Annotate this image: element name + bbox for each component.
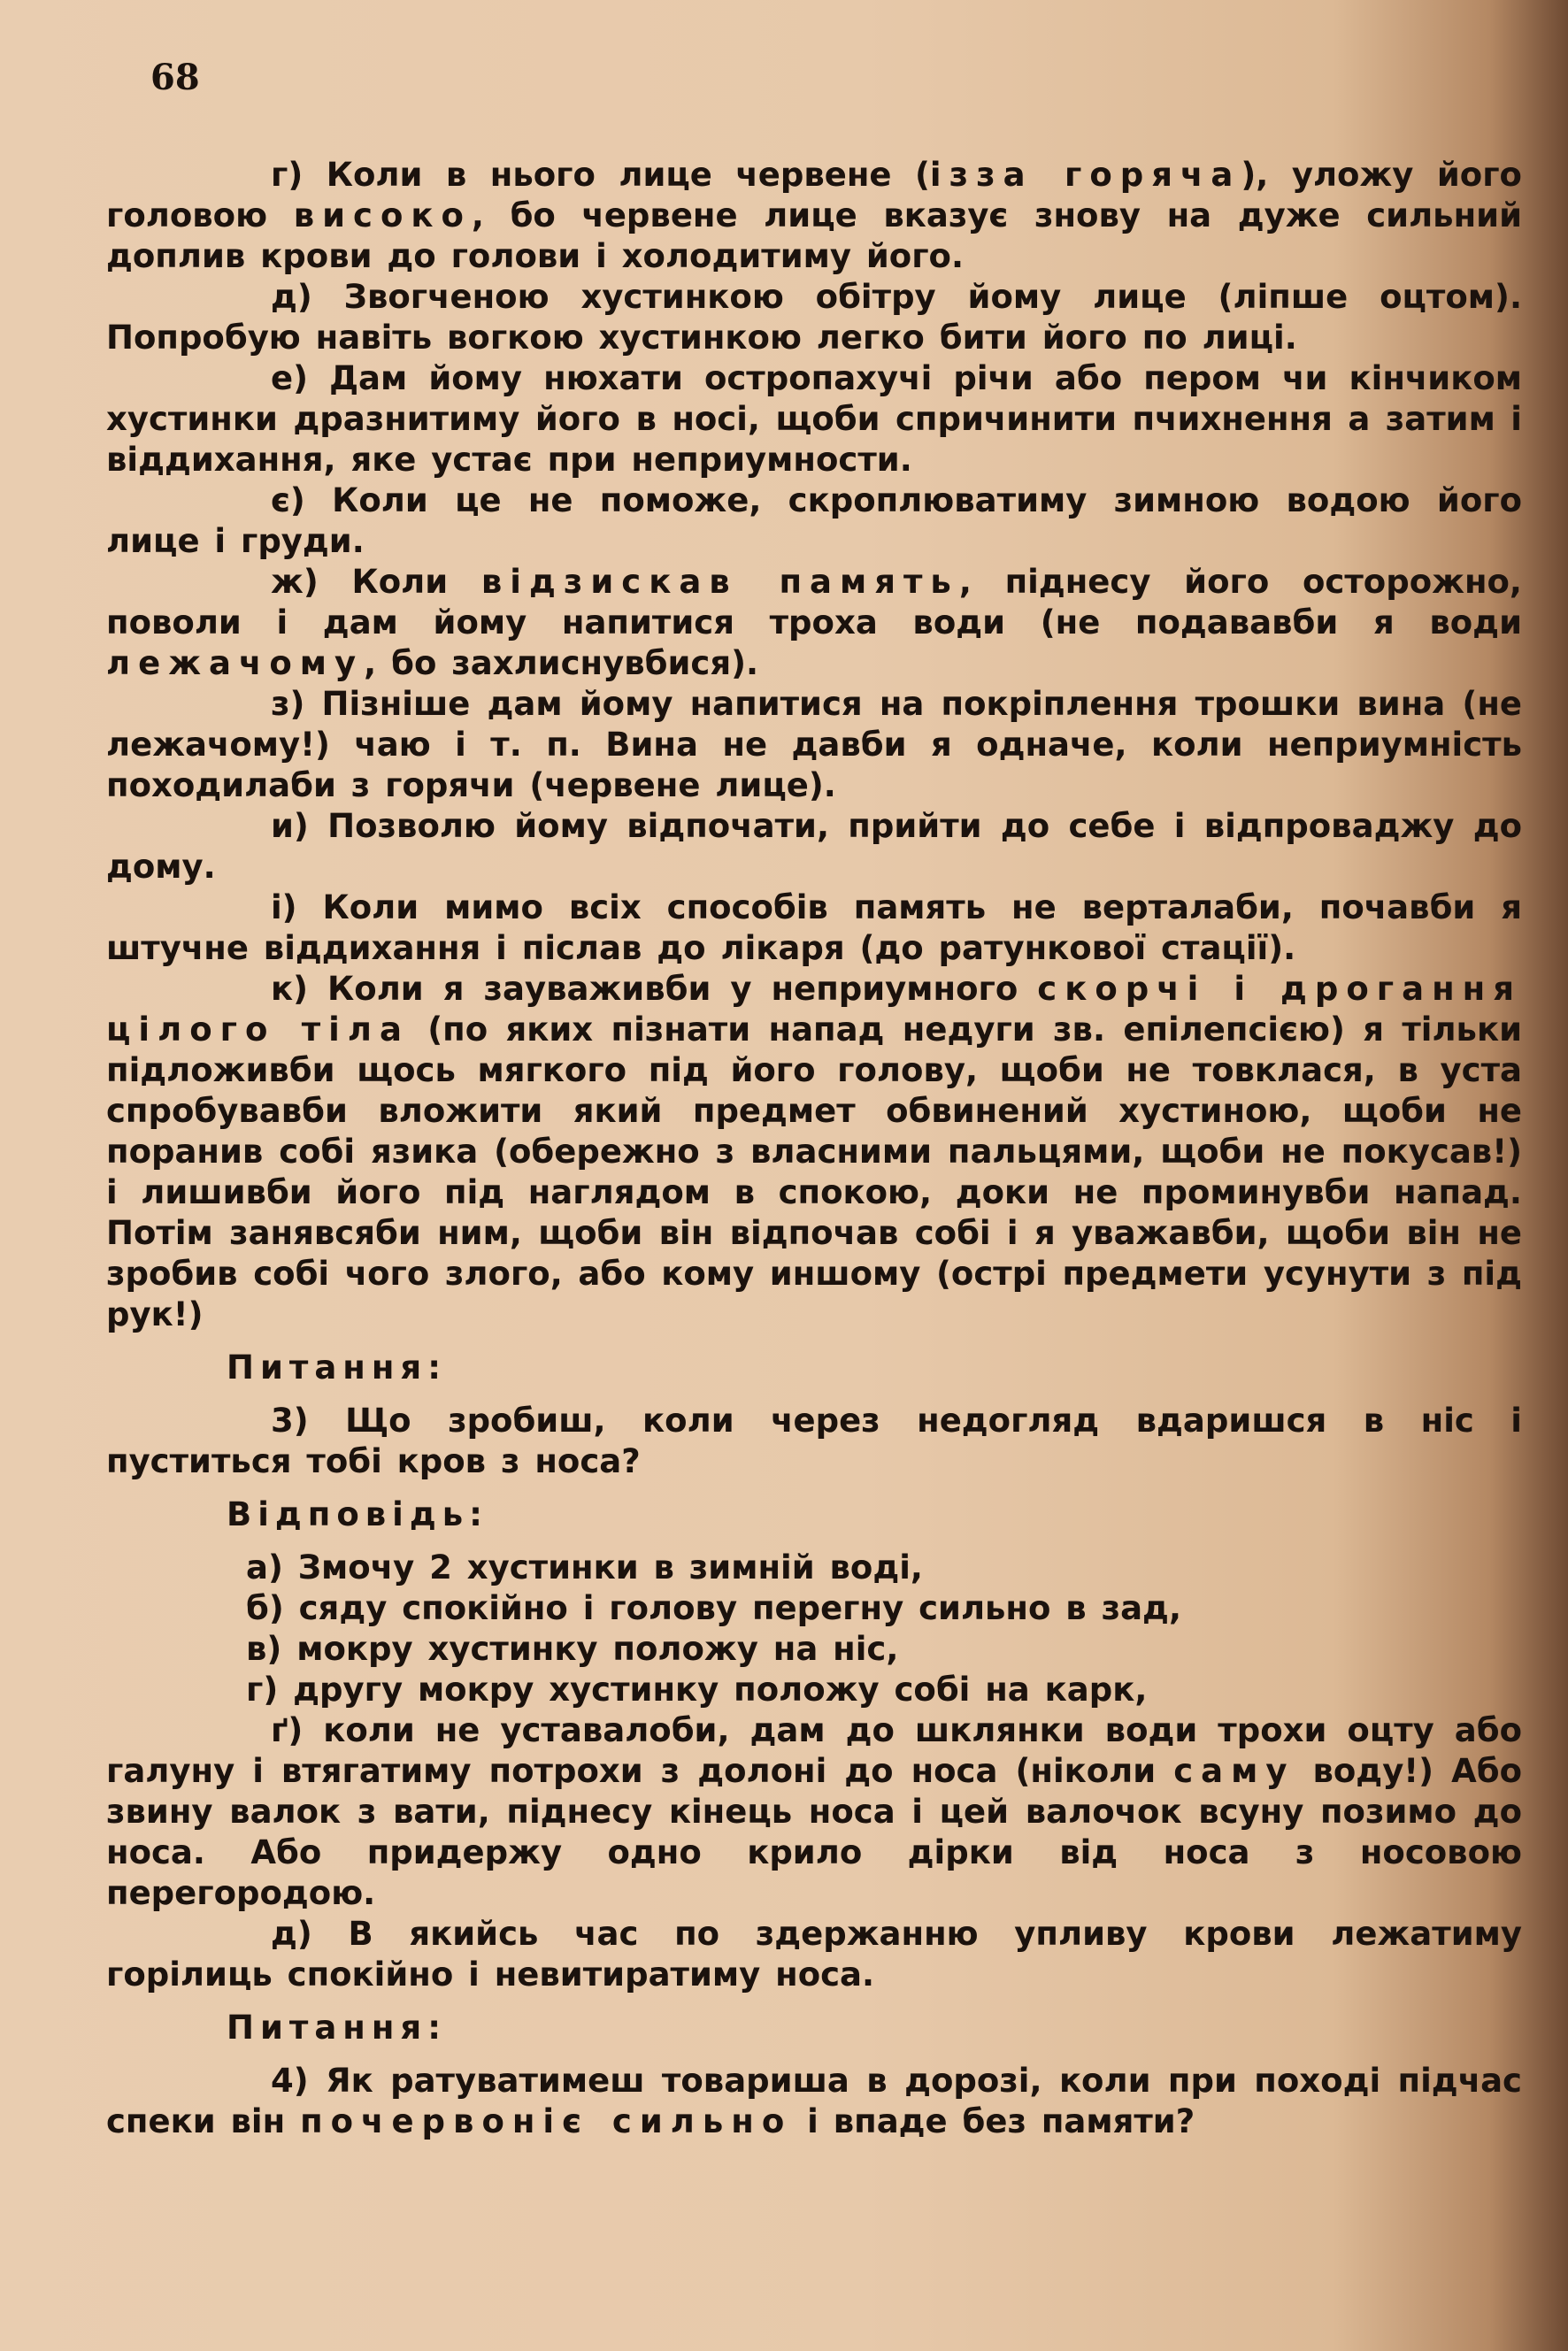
paragraph-text: к) Коли я зауваживби у неприумного [271,970,1038,1008]
answer-list-item: а) Змочу 2 хустинки в зимній воді, [246,1548,923,1587]
spaced-emphasis-text: саму [1173,1752,1295,1790]
paragraph-text: ґ) коли не уставалоби, дам до шклянки води трохи оцту або галуну і втягатиму потрохи з долоні до носа (ніколи [106,1711,1522,1790]
instruction-paragraph [106,155,1522,277]
page-number: 68 [150,57,200,98]
instruction-paragraph [106,969,1522,1335]
paragraph-text: є) Коли це не поможе, скроплюватиму зимною водою його лице і груди. [106,481,1522,560]
answer-list-item: г) другу мокру хустинку положу собі на карк, [246,1671,1148,1709]
paragraph-text: (по яких пізнати напад недуги зв. епілепсією) я тільки підложивби щось мягкого під його голову, щоби не товклася, в уста спробувавби вложити який предмет обвинений хустиною, щоби не поранив собі язика (обережно з власними пальцями, щоби не покусав!) і лишивби його під наглядом в спокою, доки не проминувби напад. Потім занявсяби ним, щоби він відпочав собі і я уважавби, щоби він не зробив собі чого злого, або кому иншому (острі предмети усунути з під рук!) [106,1010,1522,1333]
answer-list-item: в) мокру хустинку положу на ніс, [246,1630,899,1668]
instruction-paragraph [106,562,1522,684]
page-body [106,155,1522,2142]
paragraph-text: ж) Коли [271,563,481,601]
answer-continuation [106,1710,1522,1995]
question-heading-2: Питання: [227,2009,447,2047]
answer-heading: Відповідь: [227,1495,488,1533]
question-3: 3) Що зробиш, коли через недогляд вдаришся в ніс і пуститься тобі кров з носа? [106,1402,1522,1480]
paragraph-text: д) В якийсь час по здержанню упливу крови лежатиму горілиць спокійно і невитиратиму носа. [106,1915,1522,1994]
answer-list-item: б) сяду спокійно і голову перегну сильно в зад, [246,1589,1181,1627]
instruction-paragraph [106,1710,1522,1914]
paragraph-text: е) Дам йому нюхати остропахучі річи або пером чи кінчиком хустинки дразнитиму його в носі, щоби спричинити пчихнення а затим і віддихання, яке устає при неприумности. [106,359,1522,479]
paragraph-text: , піднесу його осторожно, поволи і дам йому напитися троха води (не подававби я води [106,563,1522,642]
paragraph-text: г) Коли в нього лице червене ( [271,156,930,194]
spaced-emphasis-text: ізза горяча [929,156,1241,194]
instruction-paragraph [106,1914,1522,1995]
paragraph-text: , бо захлиснувбися). [364,644,759,682]
spaced-emphasis-text: почервоніє сильно [300,2102,793,2140]
instruction-paragraph [106,684,1522,806]
answer-list [106,1548,1522,1710]
question-text: і впаде без памяти? [792,2102,1195,2140]
paragraph-text: , бо червене лице вказує знову на дуже сильний доплив крови до голови і холодитиму його. [106,196,1522,275]
paragraph-text: и) Позволю йому відпочати, прийти до себе і відпроваджу до дому. [106,807,1522,886]
question-text: 4) Як ратуватимеш товариша в дорозі, коли при поході підчас спеки він [106,2062,1522,2140]
spaced-emphasis-text: лежачому [106,644,365,682]
instruction-paragraph [106,358,1522,480]
paragraph-text: ), уложу його головою [106,156,1522,234]
paragraph-text: воду!) Або звину валок з вати, піднесу кінець носа і цей валочок всуну позимо до носа. Або придержу одно крило дірки від носа з носовою перегородою. [106,1752,1522,1912]
question-heading-1: Питання: [227,1348,447,1387]
instruction-paragraph [106,480,1522,562]
paragraph-text: з) Пізніше дам йому напитися на покріплення трошки вина (не лежачому!) чаю і т. п. Вина не давби я одначе, коли неприумність походилаби з горячи (червене лице). [106,685,1522,804]
question-4 [106,2061,1522,2142]
instruction-paragraph [106,887,1522,969]
spaced-emphasis-text: скорчі і дрогання цілого тіла [106,970,1522,1049]
instruction-paragraph [106,277,1522,358]
instruction-paragraph [106,806,1522,887]
paragraph-text: д) Звогченою хустинкою обітру йому лице (ліпше оцтом). Попробую навіть вогкою хустинкою легко бити його по лиці. [106,278,1522,357]
paragraph-text: і) Коли мимо всіх способів память не верталаби, почавби я штучне віддихання і післав до лікаря (до ратункової стації). [106,888,1522,967]
spaced-emphasis-text: відзискав память [480,563,959,601]
first-aid-instructions [106,155,1522,1335]
spaced-emphasis-text: високо [293,196,472,234]
